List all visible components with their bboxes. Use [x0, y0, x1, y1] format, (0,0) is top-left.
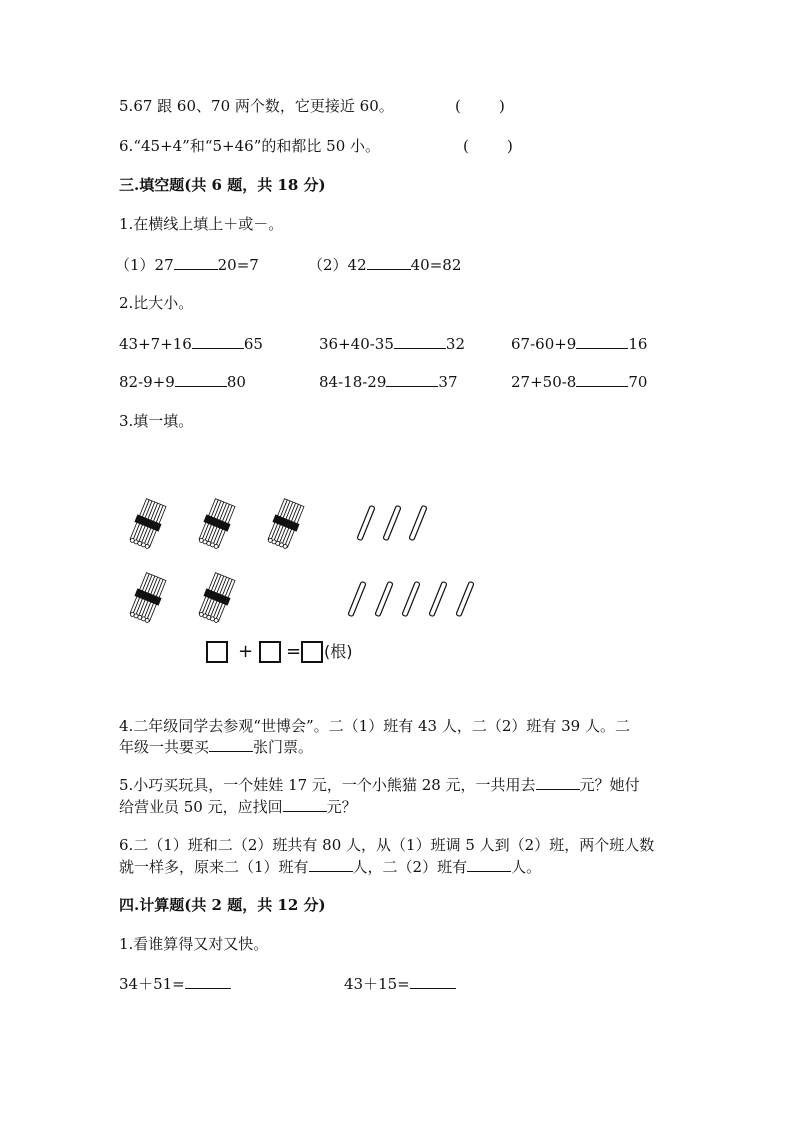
s3-q2-cmp-1: 43+7+16 65 [119, 335, 263, 353]
s3-q5-blank-1[interactable] [536, 775, 580, 790]
s3-q4-line2: 年级一共要买 张门票。 [119, 738, 314, 756]
s4-q1-item-1: 34＋51= [119, 974, 231, 994]
s3-q2-cmp-4: 82-9+9 80 [119, 373, 246, 391]
s3-q4-line1: 4.二年级同学去参观“世博会”。二（1）班有 43 人，二（2）班有 39 人。二 [119, 717, 630, 735]
single-stick-icon [402, 581, 420, 616]
judge-q5-answer-paren[interactable]: ( ) [455, 97, 505, 115]
stick-bundle-icon [196, 572, 237, 624]
s3-q1-item-2: （2）42 40=82 [308, 256, 462, 274]
judge-q6-answer-paren[interactable]: ( ) [463, 137, 513, 155]
s3-q6-blank-1[interactable] [309, 857, 353, 872]
s4-q1-blank-1[interactable] [185, 974, 231, 989]
s3-q1-item-1: （1）27 20=7 [115, 256, 259, 274]
stick-bundle-icon [127, 498, 168, 550]
s4-q1-item-2: 43＋15= [344, 974, 456, 994]
s3-q5-blank-2[interactable] [283, 797, 327, 812]
s3-q2-prompt: 2.比大小。 [119, 294, 194, 312]
single-stick-icon [375, 581, 393, 616]
answer-box-total[interactable] [301, 641, 323, 663]
s3-q4-blank[interactable] [209, 737, 253, 752]
judge-q6-text: “45+4”和“5+46”的和都比 50 小。 [133, 137, 381, 155]
judge-q6-num: 6. [119, 137, 134, 155]
single-stick-icon [348, 581, 366, 616]
answer-box-tens[interactable] [206, 641, 228, 663]
section4-title: 四.计算题(共 2 题，共 12 分) [119, 896, 326, 914]
s4-q1-prompt: 1.看谁算得又对又快。 [119, 935, 269, 953]
s3-q2-cmp-3: 67-60+9 16 [511, 335, 648, 353]
unit-label: (根) [324, 642, 353, 661]
s3-q2-cmp-5: 84-18-29 37 [319, 373, 458, 391]
plus-sign: + [238, 641, 254, 662]
stick-bundle-icon [127, 572, 168, 624]
single-stick-icon [409, 505, 427, 540]
s3-q6-blank-2[interactable] [467, 857, 511, 872]
single-stick-icon [456, 581, 474, 616]
s3-q3-prompt: 3.填一填。 [119, 412, 194, 430]
s3-q5-line2: 给营业员 50 元，应找回 元？ [119, 798, 357, 816]
s3-q6-line1: 6.二（1）班和二（2）班共有 80 人，从（1）班调 5 人到（2）班，两个班人数 [119, 836, 655, 854]
judge-q5-text: 67 跟 60、70 两个数，它更接近 60。 [133, 97, 394, 115]
s3-q1-prompt: 1.在横线上填上＋或－。 [119, 215, 284, 233]
s3-q2-cmp-6: 27+50-8 70 [511, 373, 648, 391]
single-stick-icon [383, 505, 401, 540]
answer-box-ones[interactable] [259, 641, 281, 663]
s3-q5-line1: 5.小巧买玩具，一个娃娃 17 元，一个小熊猫 28 元，一共用去 元？她付 [119, 776, 640, 794]
stick-bundle-icon [265, 498, 306, 550]
s4-q1-blank-2[interactable] [410, 974, 456, 989]
equals-sign: = [286, 641, 302, 662]
section3-title: 三.填空题(共 6 题，共 18 分) [119, 176, 326, 194]
stick-bundle-icon [196, 498, 237, 550]
s3-q6-line2: 就一样多，原来二（1）班有 人，二（2）班有 人。 [119, 858, 542, 876]
single-stick-icon [429, 581, 447, 616]
judge-q5-num: 5. [119, 97, 134, 115]
single-stick-icon [357, 505, 375, 540]
s3-q2-cmp-2: 36+40-35 32 [319, 335, 465, 353]
